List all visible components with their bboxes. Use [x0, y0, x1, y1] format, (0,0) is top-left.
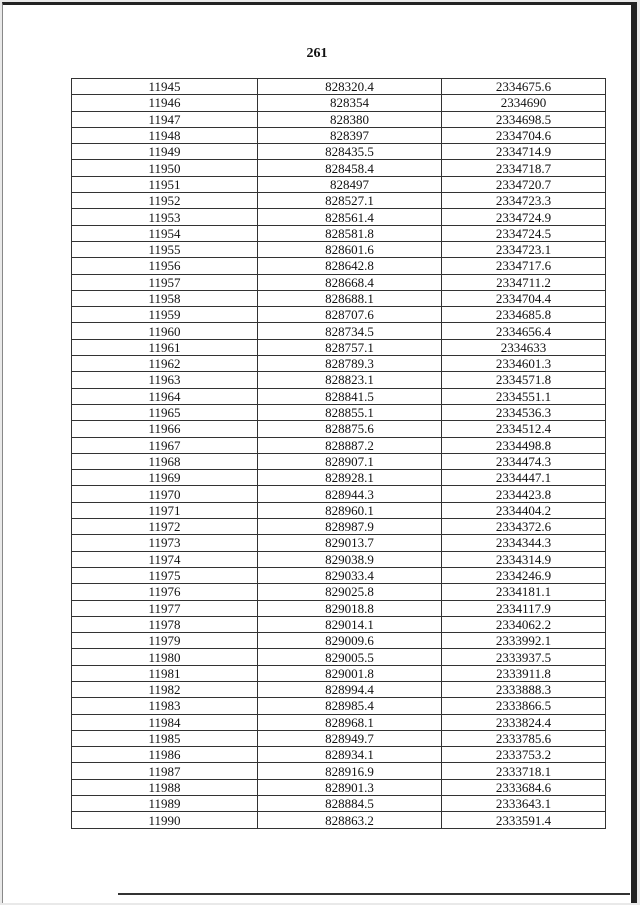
point-id-cell: 11985	[72, 730, 258, 746]
x-coordinate-cell: 828668.4	[258, 274, 442, 290]
bottom-rule	[118, 893, 630, 895]
table-row	[72, 388, 606, 404]
table-row	[72, 404, 606, 420]
table-row	[72, 470, 606, 486]
x-coordinate-cell: 829013.7	[258, 535, 442, 551]
point-id-cell: 11976	[72, 584, 258, 600]
point-id-cell: 11975	[72, 567, 258, 583]
table-row	[72, 567, 606, 583]
point-id-cell: 11960	[72, 323, 258, 339]
table-row	[72, 144, 606, 160]
x-coordinate-cell: 828863.2	[258, 812, 442, 828]
point-id-cell: 11962	[72, 356, 258, 372]
table-row	[72, 339, 606, 355]
table-row	[72, 584, 606, 600]
point-id-cell: 11968	[72, 453, 258, 469]
x-coordinate-cell: 828601.6	[258, 241, 442, 257]
point-id-cell: 11947	[72, 111, 258, 127]
y-coordinate-cell: 2334718.7	[442, 160, 606, 176]
point-id-cell: 11958	[72, 290, 258, 306]
y-coordinate-cell: 2334447.1	[442, 470, 606, 486]
point-id-cell: 11984	[72, 714, 258, 730]
point-id-cell: 11967	[72, 437, 258, 453]
table-row	[72, 290, 606, 306]
point-id-cell: 11982	[72, 681, 258, 697]
x-coordinate-cell: 828527.1	[258, 193, 442, 209]
y-coordinate-cell: 2334714.9	[442, 144, 606, 160]
table-row	[72, 307, 606, 323]
x-coordinate-cell: 828734.5	[258, 323, 442, 339]
y-coordinate-cell: 2334720.7	[442, 176, 606, 192]
y-coordinate-cell: 2333992.1	[442, 633, 606, 649]
x-coordinate-cell: 828934.1	[258, 747, 442, 763]
table-row	[72, 160, 606, 176]
point-id-cell: 11959	[72, 307, 258, 323]
x-coordinate-cell: 829014.1	[258, 616, 442, 632]
y-coordinate-cell: 2334314.9	[442, 551, 606, 567]
table-row	[72, 519, 606, 535]
point-id-cell: 11951	[72, 176, 258, 192]
y-coordinate-cell: 2334404.2	[442, 502, 606, 518]
x-coordinate-cell: 828907.1	[258, 453, 442, 469]
point-id-cell: 11948	[72, 127, 258, 143]
point-id-cell: 11950	[72, 160, 258, 176]
table-row	[72, 193, 606, 209]
table-row	[72, 274, 606, 290]
point-id-cell: 11983	[72, 698, 258, 714]
point-id-cell: 11979	[72, 633, 258, 649]
point-id-cell: 11981	[72, 665, 258, 681]
y-coordinate-cell: 2334571.8	[442, 372, 606, 388]
x-coordinate-cell: 828987.9	[258, 519, 442, 535]
x-coordinate-cell: 829001.8	[258, 665, 442, 681]
table-row	[72, 616, 606, 632]
table-row	[72, 600, 606, 616]
y-coordinate-cell: 2334633	[442, 339, 606, 355]
point-id-cell: 11973	[72, 535, 258, 551]
table-row	[72, 812, 606, 828]
x-coordinate-cell: 828561.4	[258, 209, 442, 225]
point-id-cell: 11980	[72, 649, 258, 665]
y-coordinate-cell: 2334717.6	[442, 258, 606, 274]
table-row	[72, 665, 606, 681]
point-id-cell: 11987	[72, 763, 258, 779]
table-row	[72, 763, 606, 779]
x-coordinate-cell: 828581.8	[258, 225, 442, 241]
point-id-cell: 11957	[72, 274, 258, 290]
point-id-cell: 11955	[72, 241, 258, 257]
y-coordinate-cell: 2334704.6	[442, 127, 606, 143]
table-row	[72, 79, 606, 95]
table-row	[72, 323, 606, 339]
x-coordinate-cell: 828435.5	[258, 144, 442, 160]
x-coordinate-cell: 828928.1	[258, 470, 442, 486]
x-coordinate-cell: 828944.3	[258, 486, 442, 502]
y-coordinate-cell: 2334656.4	[442, 323, 606, 339]
y-coordinate-cell: 2333753.2	[442, 747, 606, 763]
x-coordinate-cell: 828985.4	[258, 698, 442, 714]
table-row	[72, 486, 606, 502]
y-coordinate-cell: 2334723.3	[442, 193, 606, 209]
point-id-cell: 11946	[72, 95, 258, 111]
table-row	[72, 698, 606, 714]
x-coordinate-cell: 828916.9	[258, 763, 442, 779]
y-coordinate-cell: 2334372.6	[442, 519, 606, 535]
table-row	[72, 502, 606, 518]
point-id-cell: 11971	[72, 502, 258, 518]
y-coordinate-cell: 2334685.8	[442, 307, 606, 323]
y-coordinate-cell: 2333591.4	[442, 812, 606, 828]
y-coordinate-cell: 2333866.5	[442, 698, 606, 714]
table-row	[72, 176, 606, 192]
table-row	[72, 649, 606, 665]
y-coordinate-cell: 2334551.1	[442, 388, 606, 404]
x-coordinate-cell: 828707.6	[258, 307, 442, 323]
y-coordinate-cell: 2334690	[442, 95, 606, 111]
y-coordinate-cell: 2334675.6	[442, 79, 606, 95]
x-coordinate-cell: 828354	[258, 95, 442, 111]
table-row	[72, 714, 606, 730]
y-coordinate-cell: 2334724.9	[442, 209, 606, 225]
x-coordinate-cell: 828841.5	[258, 388, 442, 404]
y-coordinate-cell: 2334724.5	[442, 225, 606, 241]
point-id-cell: 11956	[72, 258, 258, 274]
y-coordinate-cell: 2334512.4	[442, 421, 606, 437]
y-coordinate-cell: 2334601.3	[442, 356, 606, 372]
table-row	[72, 421, 606, 437]
point-id-cell: 11965	[72, 404, 258, 420]
y-coordinate-cell: 2333911.8	[442, 665, 606, 681]
table-row	[72, 633, 606, 649]
table-row	[72, 747, 606, 763]
y-coordinate-cell: 2333824.4	[442, 714, 606, 730]
table-row	[72, 241, 606, 257]
x-coordinate-cell: 829018.8	[258, 600, 442, 616]
x-coordinate-cell: 829033.4	[258, 567, 442, 583]
y-coordinate-cell: 2334344.3	[442, 535, 606, 551]
point-id-cell: 11988	[72, 779, 258, 795]
table-row	[72, 730, 606, 746]
x-coordinate-cell: 828380	[258, 111, 442, 127]
x-coordinate-cell: 828901.3	[258, 779, 442, 795]
point-id-cell: 11989	[72, 796, 258, 812]
table-row	[72, 95, 606, 111]
point-id-cell: 11970	[72, 486, 258, 502]
x-coordinate-cell: 828887.2	[258, 437, 442, 453]
y-coordinate-cell: 2334062.2	[442, 616, 606, 632]
y-coordinate-cell: 2334423.8	[442, 486, 606, 502]
y-coordinate-cell: 2334181.1	[442, 584, 606, 600]
y-coordinate-cell: 2333785.6	[442, 730, 606, 746]
table-row	[72, 796, 606, 812]
y-coordinate-cell: 2333643.1	[442, 796, 606, 812]
point-id-cell: 11949	[72, 144, 258, 160]
point-id-cell: 11954	[72, 225, 258, 241]
y-coordinate-cell: 2334698.5	[442, 111, 606, 127]
table-row	[72, 779, 606, 795]
point-id-cell: 11953	[72, 209, 258, 225]
point-id-cell: 11977	[72, 600, 258, 616]
x-coordinate-cell: 828884.5	[258, 796, 442, 812]
x-coordinate-cell: 828789.3	[258, 356, 442, 372]
point-id-cell: 11974	[72, 551, 258, 567]
x-coordinate-cell: 829038.9	[258, 551, 442, 567]
table-row	[72, 225, 606, 241]
x-coordinate-cell: 828688.1	[258, 290, 442, 306]
x-coordinate-cell: 829009.6	[258, 633, 442, 649]
x-coordinate-cell: 829005.5	[258, 649, 442, 665]
table-row	[72, 258, 606, 274]
y-coordinate-cell: 2334474.3	[442, 453, 606, 469]
table-row	[72, 356, 606, 372]
document-page	[2, 2, 637, 903]
point-id-cell: 11986	[72, 747, 258, 763]
point-id-cell: 11963	[72, 372, 258, 388]
point-id-cell: 11978	[72, 616, 258, 632]
x-coordinate-cell: 828960.1	[258, 502, 442, 518]
page-number: 261	[306, 46, 328, 61]
point-id-cell: 11972	[72, 519, 258, 535]
x-coordinate-cell: 828875.6	[258, 421, 442, 437]
y-coordinate-cell: 2334117.9	[442, 600, 606, 616]
point-id-cell: 11952	[72, 193, 258, 209]
y-coordinate-cell: 2334246.9	[442, 567, 606, 583]
point-id-cell: 11945	[72, 79, 258, 95]
point-id-cell: 11966	[72, 421, 258, 437]
table-row	[72, 372, 606, 388]
table-row	[72, 681, 606, 697]
point-id-cell: 11961	[72, 339, 258, 355]
x-coordinate-cell: 828757.1	[258, 339, 442, 355]
x-coordinate-cell: 829025.8	[258, 584, 442, 600]
x-coordinate-cell: 828397	[258, 127, 442, 143]
y-coordinate-cell: 2334498.8	[442, 437, 606, 453]
y-coordinate-cell: 2334704.4	[442, 290, 606, 306]
x-coordinate-cell: 828823.1	[258, 372, 442, 388]
y-coordinate-cell: 2334711.2	[442, 274, 606, 290]
x-coordinate-cell: 828320.4	[258, 79, 442, 95]
table-row	[72, 437, 606, 453]
x-coordinate-cell: 828497	[258, 176, 442, 192]
x-coordinate-cell: 828949.7	[258, 730, 442, 746]
x-coordinate-cell: 828855.1	[258, 404, 442, 420]
point-id-cell: 11964	[72, 388, 258, 404]
x-coordinate-cell: 828458.4	[258, 160, 442, 176]
table-row	[72, 453, 606, 469]
y-coordinate-cell: 2334723.1	[442, 241, 606, 257]
y-coordinate-cell: 2334536.3	[442, 404, 606, 420]
table-row	[72, 535, 606, 551]
point-id-cell: 11990	[72, 812, 258, 828]
table-row	[72, 127, 606, 143]
x-coordinate-cell: 828642.8	[258, 258, 442, 274]
table-row	[72, 551, 606, 567]
point-id-cell: 11969	[72, 470, 258, 486]
x-coordinate-cell: 828968.1	[258, 714, 442, 730]
y-coordinate-cell: 2333718.1	[442, 763, 606, 779]
table-row	[72, 209, 606, 225]
y-coordinate-cell: 2333684.6	[442, 779, 606, 795]
coordinate-table	[71, 78, 606, 829]
coordinate-table-body	[72, 79, 606, 829]
x-coordinate-cell: 828994.4	[258, 681, 442, 697]
y-coordinate-cell: 2333888.3	[442, 681, 606, 697]
table-row	[72, 111, 606, 127]
y-coordinate-cell: 2333937.5	[442, 649, 606, 665]
